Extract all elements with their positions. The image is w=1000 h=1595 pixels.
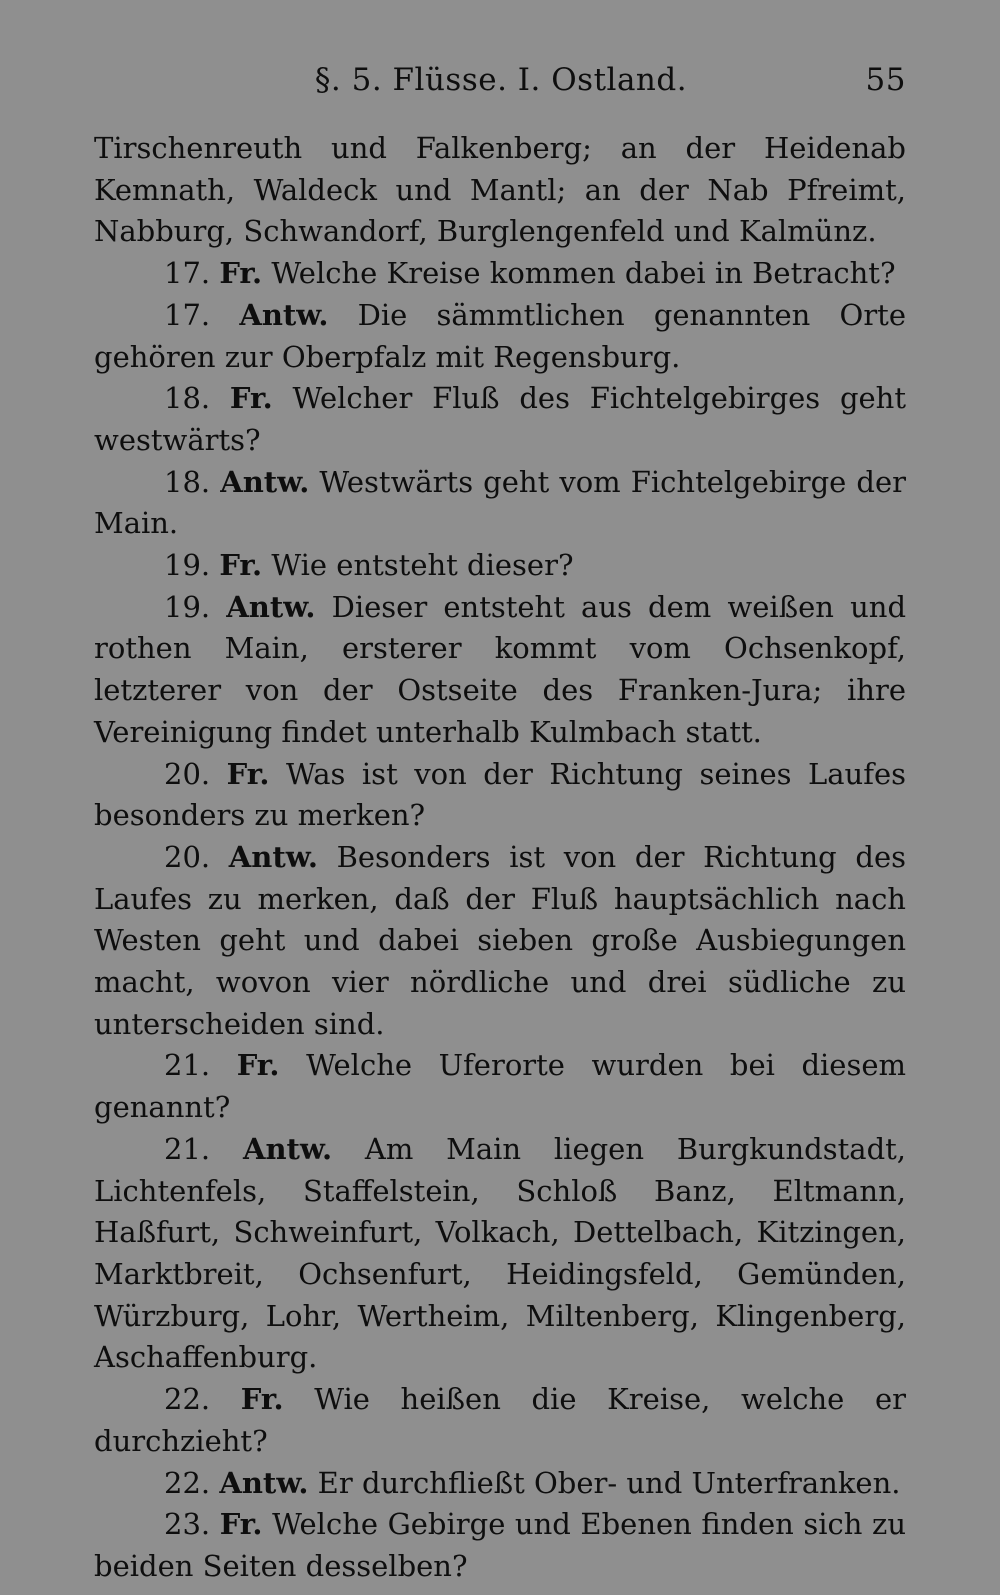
answer-label: Antw. [219,1465,309,1500]
paragraph-text: Was ist von der Richtung seines Laufes besonders zu merken? [94,756,906,833]
item-number: 23. [164,1507,211,1542]
answer-21 [94,1129,906,1379]
answer-label: Antw. [228,839,318,874]
answer-20 [94,837,906,1046]
answer-17 [94,295,906,378]
question-label: Fr. [236,1048,280,1083]
answer-label: Antw. [242,1131,333,1166]
paragraph-text: Welcher Fluß des Fichtelgebirges geht westwärts? [94,381,907,457]
item-number: 22. [164,1382,211,1417]
paragraph-text: Welche Gebirge und Ebenen finden sich zu beiden Seiten desselben? [94,1507,907,1583]
paragraph-text: Westwärts geht vom Fichtelgebirge der Main. [94,464,906,541]
answer-label: Antw. [239,297,329,332]
question-20 [94,754,906,837]
item-number: 21. [164,1131,211,1166]
answer-label: Antw. [220,464,310,499]
paragraph-text: Welche Kreise kommen dabei in Betracht? [262,256,896,291]
paragraph-text: Wie entsteht dieser? [262,548,574,583]
question-23 [94,1504,906,1587]
item-number: 20. [164,756,211,791]
running-header [96,54,906,104]
item-number: 18. [164,381,211,416]
paragraph-text: Am Main liegen Burgkundstadt, Lichtenfels, Staffelstein, Schloß Banz, Eltmann, Haßfurt, Schweinfurt, Volkach, Dettelbach, Kitzingen, Marktbreit, Ochsenfurt, Heidingsfeld, Gemünden, Würzburg, Lohr, Wertheim, Miltenberg, Klingenberg, Aschaffenburg. [94,1131,906,1375]
answer-22 [94,1463,906,1505]
question-22 [94,1379,906,1462]
item-number: 19. [164,589,211,624]
item-number: 20. [164,839,211,874]
answer-18 [94,462,906,545]
item-number: 19. [164,548,211,583]
answer-19 [94,587,906,754]
paragraph-text: Dieser entsteht aus dem weißen und rothen Main, ersterer kommt vom Ochsenkopf, letzterer von der Ostseite des Franken-Jura; ihre Vereinigung findet unterhalb Kulmbach statt. [94,589,907,749]
page-body [94,128,906,1588]
question-label: Fr. [240,1382,284,1417]
header-title: §. 5. Flüsse. I. Ostland. [314,62,688,98]
question-label: Fr. [219,548,263,583]
paragraph-text: Wie heißen die Kreise, welche er durchzieht? [94,1382,907,1458]
question-21 [94,1045,906,1128]
answer-label: Antw. [226,589,316,624]
paragraph-continuation [94,128,906,253]
question-label: Fr. [226,756,270,791]
paragraph-text: Tirschenreuth und Falkenberg; an der Heidenab Kemnath, Waldeck und Mantl; an der Nab Pfreimt, Nabburg, Schwandorf, Burglengenfeld und Kalmünz. [94,131,906,249]
page-number: 55 [865,62,906,98]
item-number: 22. [164,1465,211,1500]
item-number: 18. [164,464,211,499]
question-19 [94,545,906,587]
paragraph-text: Er durchfließt Ober- und Unterfranken. [308,1465,901,1500]
item-number: 21. [164,1048,211,1083]
paragraph-text: Besonders ist von der Richtung des Laufes zu merken, daß der Fluß hauptsächlich nach Westen geht und dabei sieben große Ausbiegungen macht, wovon vier nördliche und drei südliche zu unterscheiden sind. [94,839,907,1041]
paragraph-text: Welche Uferorte wurden bei diesem genannt? [94,1048,906,1125]
question-label: Fr. [219,1507,263,1542]
paragraph-text: Die sämmtlichen genannten Orte gehören zur Oberpfalz mit Regensburg. [94,297,906,374]
question-label: Fr. [229,381,273,416]
item-number: 17. [164,256,211,291]
question-18 [94,378,906,461]
question-label: Fr. [219,256,263,291]
item-number: 17. [164,297,211,332]
question-17 [94,253,906,295]
